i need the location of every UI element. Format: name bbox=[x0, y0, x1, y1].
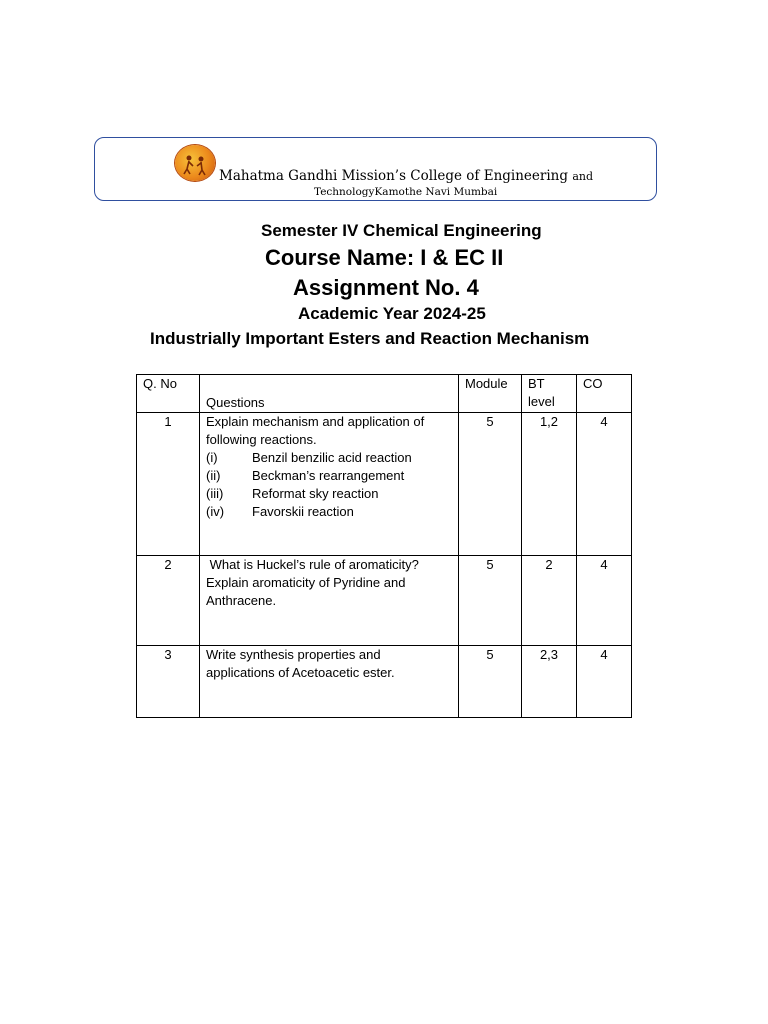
question-subitem bbox=[206, 449, 452, 467]
row-module: 5 bbox=[459, 556, 522, 646]
subitem-text: Beckman’s rearrangement bbox=[252, 468, 405, 483]
subitem-text: Favorskii reaction bbox=[252, 504, 354, 519]
header-questions: Questions bbox=[200, 375, 459, 413]
question-subitem bbox=[206, 467, 452, 485]
question-line: Write synthesis properties and bbox=[206, 647, 381, 662]
row-question bbox=[200, 556, 459, 646]
header-bt-line2: level bbox=[528, 394, 555, 409]
row-module: 5 bbox=[459, 646, 522, 718]
academic-year-title: Academic Year 2024-25 bbox=[298, 304, 486, 323]
college-logo-icon bbox=[175, 145, 215, 181]
table-row bbox=[137, 413, 632, 556]
row-co: 4 bbox=[577, 556, 632, 646]
row-co: 4 bbox=[577, 646, 632, 718]
subitem-text: Benzil benzilic acid reaction bbox=[252, 450, 412, 465]
question-subitem bbox=[206, 485, 452, 503]
row-qno: 1 bbox=[137, 413, 200, 556]
header-qno: Q. No bbox=[137, 375, 200, 413]
header-bt-level bbox=[522, 375, 577, 413]
subitem-text: Reformat sky reaction bbox=[252, 486, 379, 501]
question-line: What is Huckel’s rule of aromaticity? bbox=[206, 557, 419, 572]
topic-title: Industrially Important Esters and Reaction Mechanism bbox=[150, 329, 590, 348]
table-row bbox=[137, 646, 632, 718]
table-header-row bbox=[137, 375, 632, 413]
subitem-number: (i) bbox=[206, 450, 218, 465]
college-name-line2: TechnologyKamothe Navi Mumbai bbox=[314, 186, 498, 198]
header-co: CO bbox=[577, 375, 632, 413]
question-line: Anthracene. bbox=[206, 593, 277, 608]
assignment-table bbox=[136, 374, 632, 718]
college-name-line1 bbox=[219, 168, 593, 184]
question-line: Explain mechanism and application of bbox=[206, 414, 425, 429]
row-module: 5 bbox=[459, 413, 522, 556]
college-header-box bbox=[94, 137, 657, 201]
college-and: and bbox=[572, 170, 593, 183]
semester-title: Semester IV Chemical Engineering bbox=[261, 221, 542, 240]
question-line: Explain aromaticity of Pyridine and bbox=[206, 575, 406, 590]
row-question bbox=[200, 646, 459, 718]
assignment-title: Assignment No. 4 bbox=[293, 275, 479, 300]
question-line: applications of Acetoacetic ester. bbox=[206, 665, 395, 680]
row-qno: 2 bbox=[137, 556, 200, 646]
header-bt-line1: BT bbox=[528, 376, 545, 391]
subitem-number: (ii) bbox=[206, 468, 221, 483]
question-line: following reactions. bbox=[206, 432, 317, 447]
row-co: 4 bbox=[577, 413, 632, 556]
question-subitem bbox=[206, 503, 452, 521]
course-name-title: Course Name: I & EC II bbox=[265, 245, 504, 270]
header-module: Module bbox=[459, 375, 522, 413]
row-bt-level: 2 bbox=[522, 556, 577, 646]
row-bt-level: 1,2 bbox=[522, 413, 577, 556]
subitem-number: (iii) bbox=[206, 486, 224, 501]
row-bt-level: 2,3 bbox=[522, 646, 577, 718]
subitem-number: (iv) bbox=[206, 504, 225, 519]
college-name: Mahatma Gandhi Mission’s College of Engineering bbox=[219, 168, 569, 184]
table-row bbox=[137, 556, 632, 646]
row-qno: 3 bbox=[137, 646, 200, 718]
row-question bbox=[200, 413, 459, 556]
